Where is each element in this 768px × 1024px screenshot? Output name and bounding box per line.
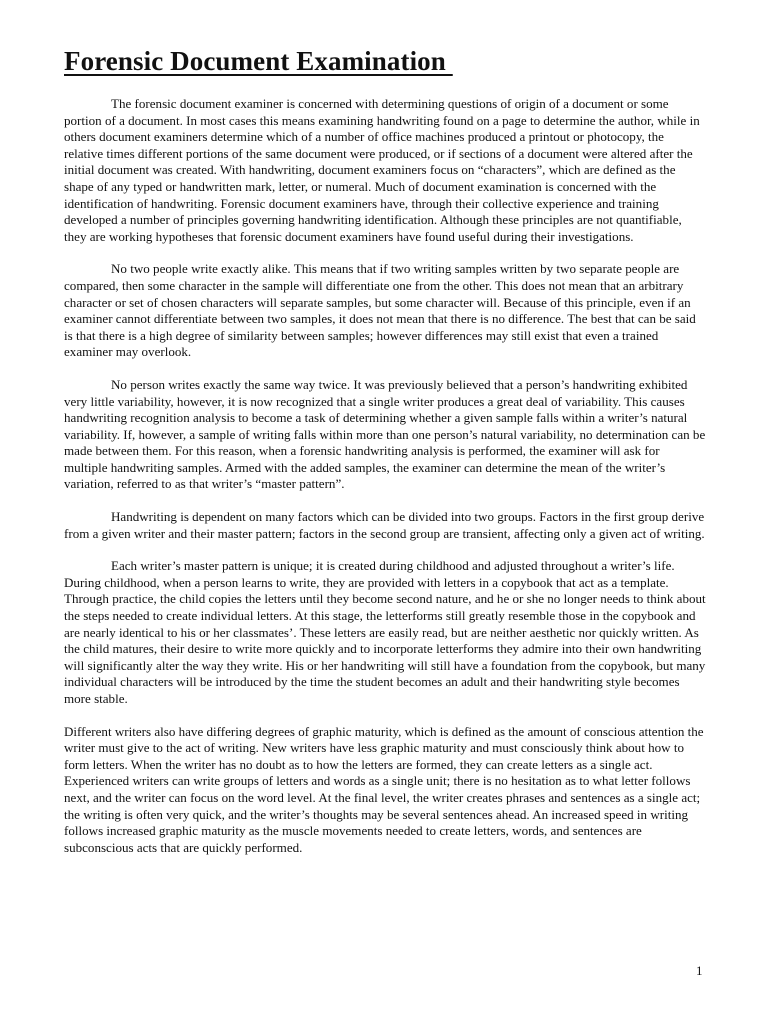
paragraph-no-two-people-alike: No two people write exactly alike. This means that if two writing samples written by two separate people are compared, then some character in the sample will differentiate one from the other. This does not mean that an arbitrary character or set of chosen characters will separate samples, but some character will. Because of this principle, even if an examiner cannot differentiate between two samples, it does not mean that there is no difference. The best that can be said is that there is a high degree of similarity between samples; however differences may still exist that even a trained examiner may overlook. [64,261,696,360]
paragraph-graphic-maturity: Different writers also have differing degrees of graphic maturity, which is defined as the amount of conscious attention the writer must give to the act of writing. New writers have less graphic maturity and must consciously think about how to form letters. When the writer has no doubt as to how the letters are formed, they can create letters as a single act. Experienced writers can write groups of letters and words as a single unit; there is no hesitation as to what letter follows next, and the writer can focus on the word level. At the final level, the writer creates phrases and sentences as a single act; the writing is often very quick, and the writer’s thoughts may be several sentences ahead. An increased speed in writing follows increased graphic maturity as the muscle movements needed to create letters, words, and sentences are subconscious acts that are quickly performed. [64,723,704,855]
paragraph-no-person-same-twice: No person writes exactly the same way twice. It was previously believed that a person’s handwriting exhibited very little variability, however, it is now recognized that a single writer produces a great deal of variability. This causes handwriting recognition analysis to become a task of determining whether a given sample falls within a writer’s natural variability. If, however, a sample of writing falls within more than one person’s natural variability, no determination can be made between them. For this reason, when a forensic handwriting analysis is performed, the examiner will ask for multiple handwriting samples. Armed with the added samples, the examiner can determine the mean of the writer’s variation, referred to as that writer’s “master pattern”. [64,376,706,492]
document-body [64,96,706,872]
paragraph-master-pattern: Each writer’s master pattern is unique; it is created during childhood and adjusted throughout a writer’s life. During childhood, when a person learns to write, they are provided with letters in a copybook that act as a template. Through practice, the child copies the letters until they become second nature, and he or she no longer needs to think about the steps needed to create individual letters. At this stage, the letterforms still greatly resemble those in the copybook and are nearly identical to his or her classmates’. These letters are easily read, but are neither aesthetic nor quickly written. As the child matures, their desire to write more quickly and to incorporate letterforms they admire into their own handwriting will significantly alter the way they write. His or her handwriting will still have a foundation from the copybook, but many individual characters will be introduced by the time the student becomes an adult and their handwriting style becomes more stable. [64,558,706,706]
paragraph-handwriting-factors: Handwriting is dependent on many factors which can be divided into two groups. Factors in the first group derive from a given writer and their master pattern; factors in the second group are transient, affecting only a given act of writing. [64,509,705,541]
page-number: 1 [696,963,703,978]
paragraph-origin-of-document: The forensic document examiner is concerned with determining questions of origin of a document or some portion of a document. In most cases this means examining handwriting found on a page to determine the author, while in others document examiners determine which of a number of office machines produced a printout or photocopy, the relative times different portions of the same document were produced, or if sections of a document were altered after the initial document was created. With handwriting, document examiners focus on “characters”, which are defined as the shape of any typed or handwritten mark, letter, or numeral. Much of document examination is concerned with the identification of handwriting. Forensic document examiners have, through their collective experience and training developed a number of principles governing handwriting identification. Although these principles are not quantifiable, they are working hypotheses that forensic document examiners have found useful during their investigations. [64,96,700,244]
document-title: Forensic Document Examination [64,46,453,76]
